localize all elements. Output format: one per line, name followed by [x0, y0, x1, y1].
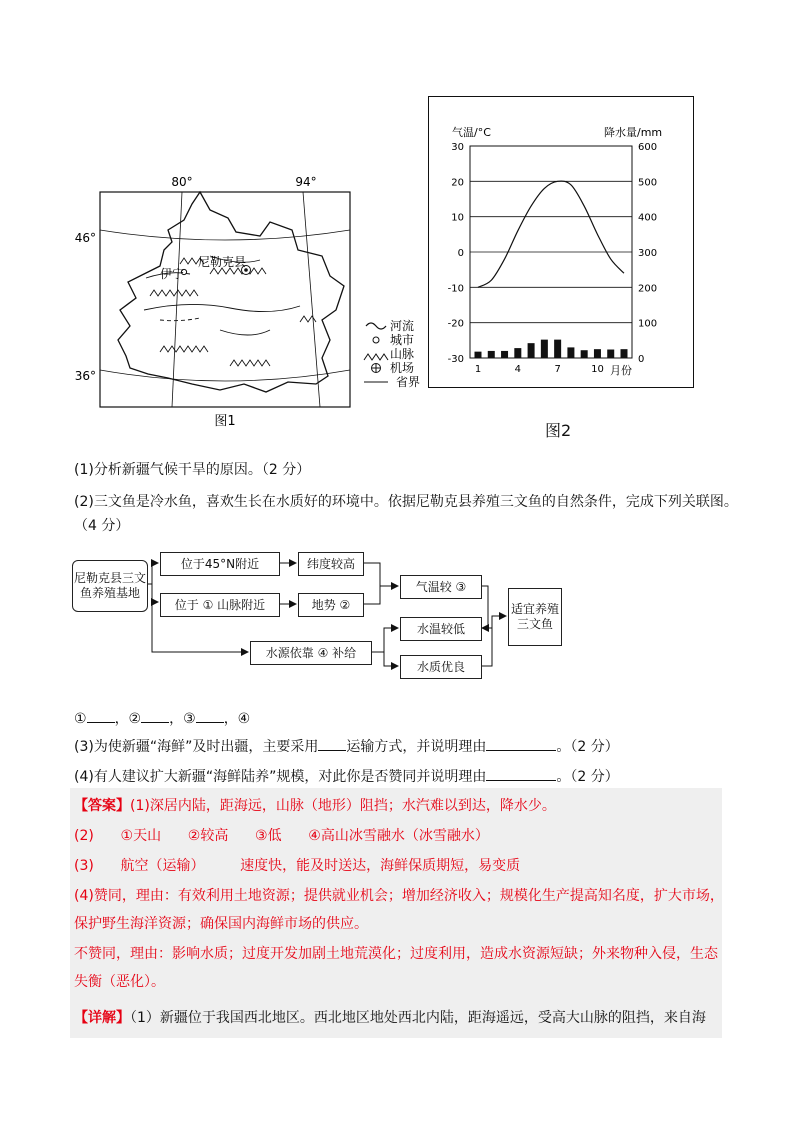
x-axis-label: 月份	[610, 364, 632, 377]
detail-tag: 【详解】	[74, 1010, 130, 1026]
answer-4-line4: 失衡（恶化）。	[74, 974, 165, 990]
lon-label-80: 80°	[171, 175, 193, 189]
blank-4-label: ，④	[223, 711, 251, 727]
climate-chart	[428, 96, 694, 388]
x-tick: 1	[474, 364, 482, 375]
x-tick: 10	[591, 364, 604, 375]
answer-4-line2: 保护野生海洋资源；确保国内海鲜市场的供应。	[74, 916, 368, 932]
place-niliqe: 尼勒克县	[198, 255, 247, 269]
question-3	[74, 736, 619, 757]
flow-terrain: 地势 ②	[298, 593, 364, 617]
question-2-score: （4 分）	[74, 518, 130, 534]
y-right-tick: 0	[638, 354, 645, 365]
legend-airport-label: 机场	[390, 361, 415, 375]
q3-blank-1[interactable]	[318, 736, 346, 751]
y-right-tick: 200	[638, 283, 658, 295]
q3-part-a: (3)为使新疆“海鲜”及时出疆，主要采用	[74, 739, 319, 755]
answer-2: (2) ①天山 ②较高 ③低 ④高山冰雪融水（冰雪融水）	[74, 828, 489, 844]
precip-bar	[554, 340, 561, 358]
answer-4-line3: 不赞同，理由：影响水质；过度开发加剧土地荒漠化；过度利用，造成水资源短缺；外来物种入侵，生态	[74, 946, 718, 962]
blank-2-label: ，②	[114, 711, 142, 727]
blanks-line	[74, 708, 250, 729]
answer-tag: 【答案】	[74, 798, 130, 814]
figure1-map	[60, 170, 460, 430]
blank-3[interactable]	[196, 708, 224, 723]
q3-part-b: 运输方式，并说明理由	[346, 739, 487, 755]
precip-bar	[541, 340, 548, 358]
q3-blank-2[interactable]	[486, 736, 556, 751]
y-right-tick: 300	[638, 248, 658, 259]
detail-text: （1）新疆位于我国西北地区。西北地区地处西北内陆，距海遥远，受高大山脉的阻挡，来自海	[130, 1010, 706, 1026]
river-icon	[366, 323, 386, 329]
y-right-tick: 400	[638, 212, 658, 224]
legend-boundary-label: 省界	[396, 375, 421, 389]
precip-bar	[581, 350, 588, 358]
flow-pos2: 位于 ① 山脉附近	[160, 593, 280, 617]
legend-city-label: 城市	[390, 333, 415, 347]
flow-water-quality: 水质优良	[400, 655, 482, 679]
lat-label-46: 46°	[74, 231, 96, 245]
q3-part-c: 。（2 分）	[556, 739, 619, 755]
flow-origin: 尼勒克县三文鱼养殖基地	[72, 560, 148, 612]
q4-blank[interactable]	[486, 766, 556, 781]
temperature-line	[478, 181, 624, 287]
blank-1-label: ①	[74, 711, 87, 727]
y-left-tick: 0	[457, 248, 464, 259]
flow-temperature: 气温较 ③	[400, 575, 482, 599]
lon-label-94: 94°	[295, 175, 317, 189]
y-left-tick: 10	[451, 212, 464, 224]
blank-3-label: ，③	[169, 711, 196, 727]
y-left-tick: -30	[447, 354, 464, 365]
precip-bar	[488, 351, 495, 358]
precip-bar	[607, 350, 614, 358]
question-4	[74, 766, 619, 787]
precip-bar	[594, 349, 601, 358]
city-icon	[373, 337, 379, 343]
answer-1-text: (1)深居内陆，距海远，山脉（地形）阻挡；水汽难以到达，降水少。	[130, 798, 556, 814]
legend-river-label: 河流	[390, 319, 415, 333]
question-2: (2)三文鱼是冷水鱼，喜欢生长在水质好的环境中。依据尼勒克县养殖三文鱼的自然条件，完成下列关联图。	[74, 494, 738, 510]
figure1-caption: 图1	[214, 414, 236, 429]
y-left-tick: 30	[451, 142, 464, 153]
precip-bar	[621, 349, 628, 358]
y-left-tick: -20	[447, 318, 464, 330]
flow-water-source: 水源依靠 ④ 补给	[250, 641, 372, 665]
y-right-tick: 500	[638, 177, 658, 189]
flow-water-temp: 水温较低	[400, 617, 482, 641]
question-1: (1)分析新疆气候干旱的原因。（2 分）	[74, 462, 311, 478]
y-left-label: 气温/°C	[452, 126, 491, 139]
precip-bar	[567, 347, 574, 358]
precip-bar	[475, 352, 482, 358]
map-frame	[100, 192, 350, 407]
lat-label-36: 36°	[74, 369, 96, 383]
blank-1[interactable]	[87, 708, 115, 723]
blank-2[interactable]	[141, 708, 169, 723]
precip-bar	[501, 351, 508, 358]
figure2-caption: 图2	[545, 421, 572, 440]
map-legend	[364, 318, 420, 389]
place-yining: 伊宁	[160, 267, 185, 281]
legend-mountain-label: 山脉	[390, 347, 415, 361]
q4-part-a: (4)有人建议扩大新疆“海鲜陆养”规模，对此你是否赞同并说明理由	[74, 769, 487, 785]
y-left-tick: -10	[447, 283, 464, 295]
x-tick: 7	[554, 364, 561, 375]
precip-bar	[528, 343, 535, 358]
y-left-tick: 20	[451, 177, 464, 189]
q4-part-b: 。（2 分）	[556, 769, 619, 785]
answer-4-line1: (4)赞同，理由：有效利用土地资源；提供就业机会；增加经济收入；规模化生产提高知名度，扩大市场，	[74, 888, 724, 904]
y-right-tick: 600	[638, 142, 658, 153]
flow-result: 适宜养殖三文鱼	[508, 588, 562, 646]
answer-3: (3) 航空（运输） 速度快，能及时送达，海鲜保质期短，易变质	[74, 858, 521, 874]
answer-1	[74, 796, 556, 816]
x-tick: 4	[514, 364, 522, 375]
flow-pos1: 位于45°N附近	[160, 552, 280, 576]
y-right-label: 降水量/mm	[604, 126, 663, 139]
detail	[74, 1008, 706, 1028]
precip-bar	[514, 348, 521, 358]
y-right-tick: 100	[638, 318, 658, 330]
flow-latitude: 纬度较高	[298, 552, 364, 576]
mountain-icon	[364, 354, 388, 360]
